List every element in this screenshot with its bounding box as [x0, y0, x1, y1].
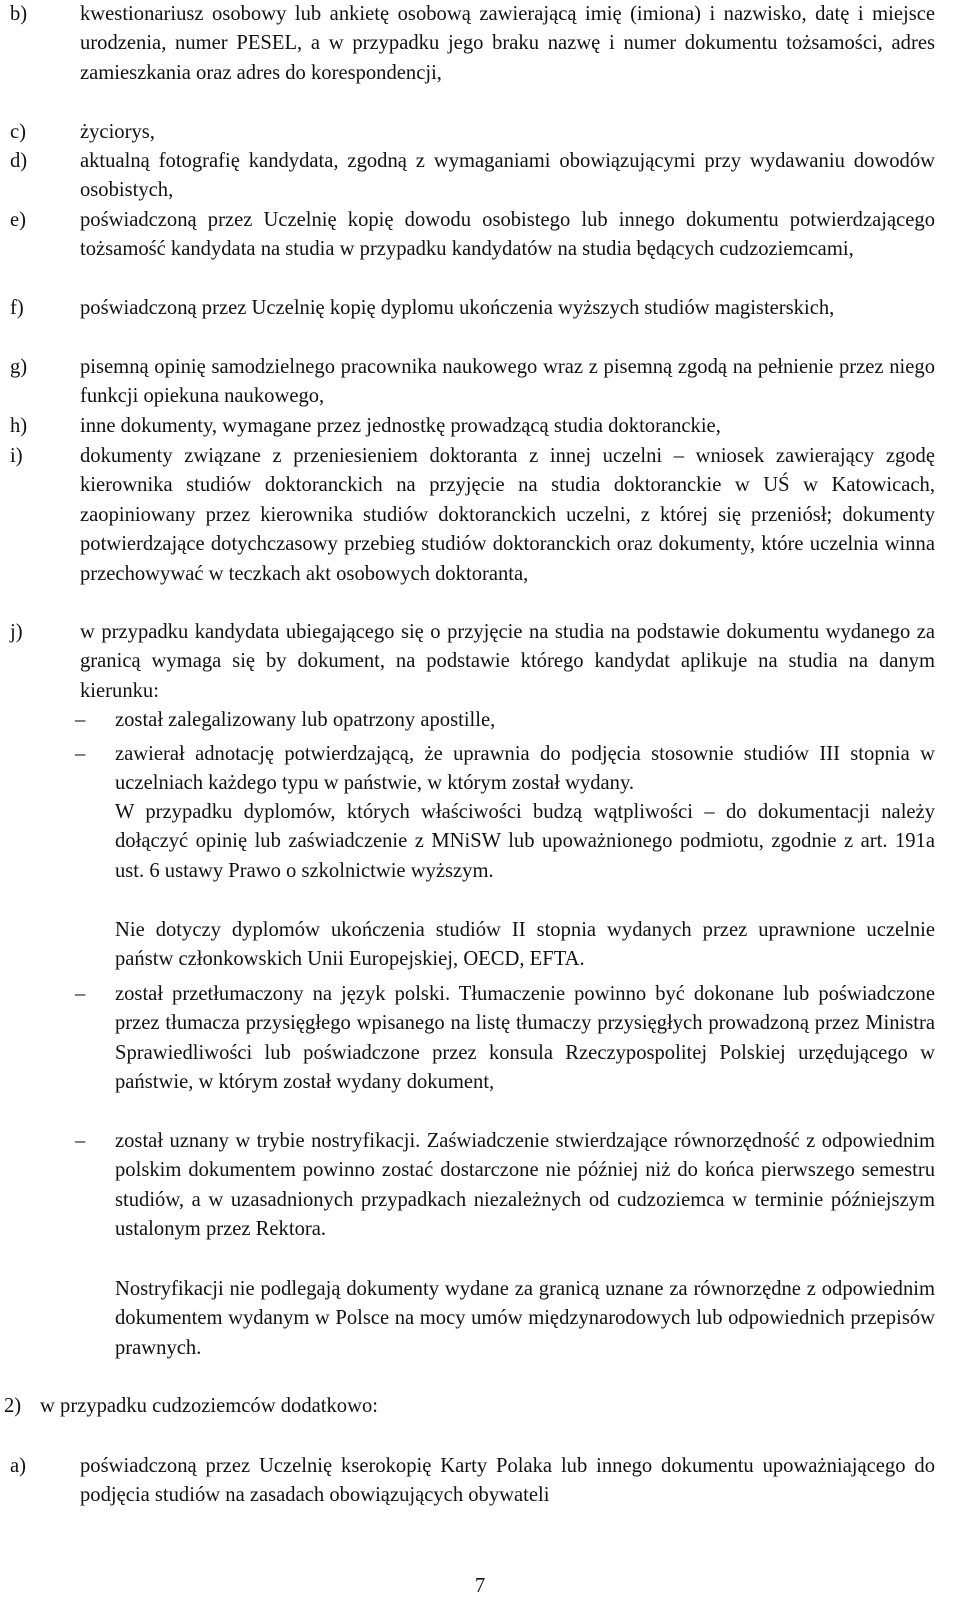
- dash-mark: –: [75, 743, 86, 765]
- dash-item-annotation: [75, 740, 935, 799]
- section-label: 2): [4, 1395, 22, 1417]
- list-item-e: [10, 206, 935, 265]
- dash-mark: –: [75, 709, 86, 731]
- list-item-d: [10, 147, 935, 206]
- dash-mark: –: [75, 983, 86, 1005]
- list-label: j): [10, 621, 23, 643]
- list-label: f): [10, 297, 24, 319]
- list-item-a: [10, 1452, 935, 1511]
- list-text: poświadczoną przez Uczelnię kopię dowodu osobistego lub innego dokumentu potwierdzającego tożsamość kandydata na studia w przypadku kandydatów na studia będących cudzoziemcami,: [80, 209, 935, 261]
- list-label: e): [10, 209, 26, 231]
- list-item-f: [10, 294, 935, 323]
- list-text: pisemną opinię samodzielnego pracownika naukowego wraz z pisemną zgodą na pełnienie przez niego funkcji opiekuna naukowego,: [80, 356, 935, 408]
- dash-text: został przetłumaczony na język polski. Tłumaczenie powinno być dokonane lub poświadczone przez tłumacza przysięgłego wpisanego na listę tłumaczy przysięgłych prowadzoną przez Ministra Sprawiedliwości lub poświadczone przez konsula Rzeczypospolitej Polskiej urzędującego w państwie, w którym został wydany dokument,: [115, 983, 935, 1094]
- list-item-i: [10, 442, 935, 589]
- section-2: [4, 1392, 934, 1421]
- list-label: h): [10, 415, 28, 437]
- dash-text: został zalegalizowany lub opatrzony apostille,: [115, 709, 496, 731]
- list-label: d): [10, 150, 28, 172]
- list-label: g): [10, 356, 28, 378]
- list-text: dokumenty związane z przeniesieniem doktoranta z innej uczelni – wniosek zawierający zgodę kierownika studiów doktoranckich na przyjęcie na studia doktoranckie w UŚ w Katowicach, zaopiniowany przez kierownika studiów doktoranckich uczelni, z której się przeniósł; dokumenty potwierdzające dotychczasowy przebieg studiów doktoranckich oraz dokumenty, które uczelnia winna przechowywać w teczkach akt osobowych doktoranta,: [80, 445, 935, 585]
- list-item-j: [10, 618, 935, 706]
- list-text: poświadczoną przez Uczelnię kopię dyplomu ukończenia wyższych studiów magisterskich,: [80, 297, 835, 319]
- list-text: kwestionariusz osobowy lub ankietę osobową zawierającą imię (imiona) i nazwisko, datę i miejsce urodzenia, numer PESEL, a w przypadku jego braku nazwę i numer dokumentu tożsamości, adres zamieszkania oraz adres do korespondencji,: [80, 3, 935, 84]
- list-text: poświadczoną przez Uczelnię kserokopię Karty Polaka lub innego dokumentu upoważniającego do podjęcia studiów na zasadach obowiązujących obywateli: [80, 1455, 935, 1507]
- list-text: inne dokumenty, wymagane przez jednostkę prowadzącą studia doktoranckie,: [80, 415, 721, 437]
- list-item-b: [10, 0, 935, 88]
- list-text: w przypadku kandydata ubiegającego się o przyjęcie na studia na podstawie dokumentu wydanego za granicą wymaga się by dokument, na podstawie którego kandydat aplikuje na studia na danym kierunku:: [80, 621, 935, 702]
- dash-item-translated: [75, 980, 935, 1098]
- page-number: 7: [474, 1575, 486, 1597]
- section-text: w przypadku cudzoziemców dodatkowo:: [40, 1395, 378, 1417]
- dash-mark: –: [75, 1130, 86, 1152]
- list-item-g: [10, 353, 935, 412]
- list-label: c): [10, 121, 26, 143]
- dash-text: został uznany w trybie nostryfikacji. Zaświadczenie stwierdzające równorzędność z odpowiednim polskim dokumentem powinno zostać dostarczone nie później niż do końca pierwszego semestru studiów, a w uzasadnionych przypadkach niezależnych od cudzoziemca w terminie późniejszym ustalonym przez Rektora.: [115, 1130, 935, 1241]
- note-paragraph-nostrification-exempt: Nostryfikacji nie podlegają dokumenty wydane za granicą uznane za równorzędne z odpowiednim dokumentem wydanym w Polsce na mocy umów międzynarodowych lub odpowiednich przepisów prawnych.: [115, 1278, 935, 1359]
- dash-text: zawierał adnotację potwierdzającą, że uprawnia do podjęcia stosownie studiów III stopnia w uczelniach każdego typu w państwie, w którym został wydany.: [115, 743, 935, 795]
- list-label: b): [10, 3, 28, 25]
- dash-item-legalized: [75, 706, 935, 735]
- list-text: aktualną fotografię kandydata, zgodną z wymaganiami obowiązującymi przy wydawaniu dowodów osobistych,: [80, 150, 935, 202]
- list-item-h: [10, 412, 935, 441]
- note-paragraph-eu-diplomas: Nie dotyczy dyplomów ukończenia studiów II stopnia wydanych przez uprawnione uczelnie państw członkowskich Unii Europejskiej, OECD, EFTA.: [115, 919, 935, 971]
- list-item-c: [10, 118, 935, 147]
- dash-item-nostrification: [75, 1127, 935, 1245]
- list-text: życiorys,: [80, 121, 155, 143]
- note-paragraph-doubtful-diplomas: W przypadku dyplomów, których właściwości budzą wątpliwości – do dokumentacji należy dołączyć opinię lub zaświadczenie z MNiSW lub upoważnionego podmiotu, zgodnie z art. 191a ust. 6 ustawy Prawo o szkolnictwie wyższym.: [115, 801, 935, 882]
- list-label: a): [10, 1455, 26, 1477]
- list-label: i): [10, 445, 23, 467]
